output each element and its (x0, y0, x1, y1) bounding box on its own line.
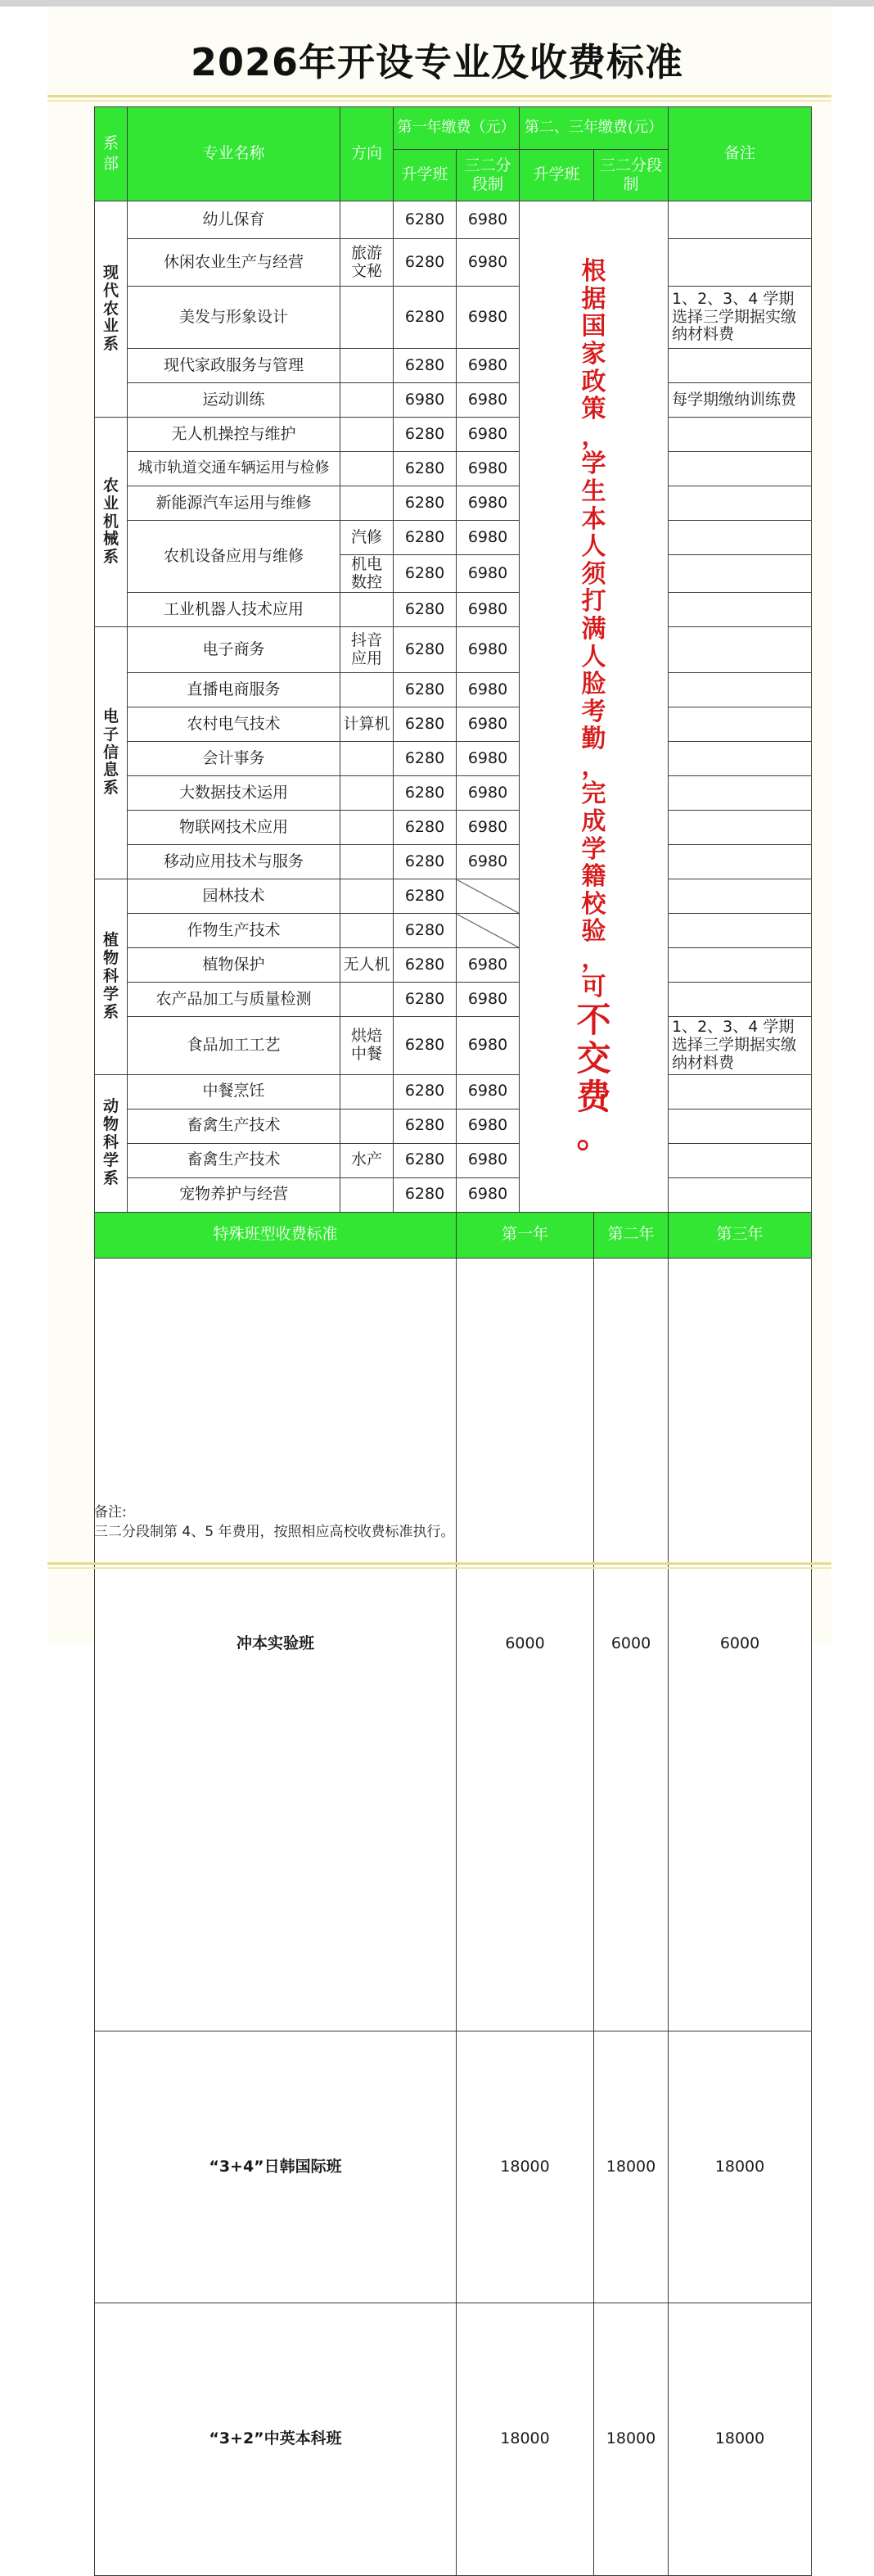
major-name: 休闲农业生产与经营 (128, 239, 340, 287)
remark-cell: 1、2、3、4 学期选择三学期据实缴纳材料费 (669, 287, 812, 349)
fee-shengxue: 6280 (394, 1074, 457, 1109)
remark-cell (669, 239, 812, 287)
fee-shengxue: 6280 (394, 948, 457, 983)
fee-shengxue: 6280 (394, 1109, 457, 1143)
remark-cell (669, 742, 812, 776)
direction-cell (340, 811, 394, 845)
direction-cell (340, 452, 394, 486)
header-year23: 第二、三年缴费(元） (520, 107, 669, 150)
fee-shengxue: 6980 (394, 383, 457, 418)
special-row (95, 2303, 812, 2576)
remark-cell (669, 1143, 812, 1177)
table-row (95, 1017, 812, 1075)
fee-shengxue: 6280 (394, 287, 457, 349)
major-name: 畜禽生产技术 (128, 1109, 340, 1143)
special-class-name: “3+4”日韩国际班 (95, 2031, 457, 2303)
special-fee-y1: 18000 (457, 2303, 594, 2576)
department-name: 农 业 机 械 系 (102, 476, 119, 567)
fee-sanfen: 6980 (457, 383, 520, 418)
direction-cell (340, 1109, 394, 1143)
remark-cell (669, 593, 812, 627)
direction-cell (340, 201, 394, 239)
table-row (95, 1177, 812, 1212)
fee-sanfen: 6980 (457, 707, 520, 742)
fee-sanfen: 6980 (457, 1109, 520, 1143)
fee-shengxue: 6280 (394, 776, 457, 811)
policy-notice (520, 201, 669, 1213)
fee-sanfen: 6980 (457, 845, 520, 879)
gold-rule-top (47, 95, 831, 97)
fee-shengxue: 6280 (394, 239, 457, 287)
fee-table (94, 106, 812, 2576)
header-y23-sanfen: 三二分段制 (594, 150, 669, 201)
direction-cell (340, 418, 394, 452)
major-name: 工业机器人技术应用 (128, 593, 340, 627)
fee-shengxue: 6280 (394, 349, 457, 383)
special-class-name: “3+2”中英本科班 (95, 2303, 457, 2576)
fee-shengxue: 6280 (394, 1177, 457, 1212)
department-name: 动 物 科 学 系 (102, 1097, 119, 1187)
fee-sanfen: 6980 (457, 948, 520, 983)
department-name: 现 代 农 业 系 (102, 263, 119, 354)
major-name: 园林技术 (128, 879, 340, 914)
special-header-y3: 第三年 (669, 1212, 812, 1258)
major-name: 电子商务 (128, 627, 340, 673)
table-row (95, 776, 812, 811)
special-header-row (95, 1212, 812, 1258)
remark-cell (669, 811, 812, 845)
fee-shengxue: 6280 (394, 201, 457, 239)
fee-sanfen-empty (457, 914, 520, 948)
gold-rule-top-thin (47, 100, 831, 102)
major-name: 作物生产技术 (128, 914, 340, 948)
header-dept-text: 系 部 (102, 134, 119, 173)
remark-cell (669, 914, 812, 948)
table-row (95, 845, 812, 879)
special-fee-y3: 18000 (669, 2031, 812, 2303)
fee-sanfen: 6980 (457, 555, 520, 593)
major-rows (95, 201, 812, 1213)
direction-cell: 汽修 (340, 521, 394, 555)
major-name: 美发与形象设计 (128, 287, 340, 349)
department-cell (95, 1074, 128, 1212)
remark-cell (669, 1109, 812, 1143)
top-bar (0, 0, 874, 7)
fee-sanfen: 6980 (457, 983, 520, 1017)
table-row (95, 418, 812, 452)
fee-shengxue: 6280 (394, 983, 457, 1017)
major-name: 畜禽生产技术 (128, 1143, 340, 1177)
remark-cell (669, 555, 812, 593)
fee-shengxue: 6280 (394, 452, 457, 486)
fee-shengxue: 6280 (394, 879, 457, 914)
table-row (95, 983, 812, 1017)
remark-cell (669, 845, 812, 879)
fee-shengxue: 6280 (394, 845, 457, 879)
table-row (95, 593, 812, 627)
department-cell (95, 627, 128, 879)
major-name: 宠物养护与经营 (128, 1177, 340, 1212)
remark-cell (669, 707, 812, 742)
major-name: 农产品加工与质量检测 (128, 983, 340, 1017)
department-name: 电 子 信 息 系 (102, 707, 119, 798)
table-row (95, 811, 812, 845)
major-name: 物联网技术应用 (128, 811, 340, 845)
fee-sanfen: 6980 (457, 287, 520, 349)
table-row (95, 742, 812, 776)
major-name: 大数据技术运用 (128, 776, 340, 811)
major-name: 新能源汽车运用与维修 (128, 486, 340, 521)
fee-shengxue: 6280 (394, 593, 457, 627)
table-row (95, 383, 812, 418)
remark-cell (669, 776, 812, 811)
fee-sanfen-empty (457, 879, 520, 914)
fee-sanfen: 6980 (457, 418, 520, 452)
fee-sanfen: 6980 (457, 239, 520, 287)
special-rows (95, 1258, 812, 2576)
fee-sanfen: 6980 (457, 486, 520, 521)
header-direction: 方向 (340, 107, 394, 201)
direction-cell (340, 383, 394, 418)
fee-sanfen: 6980 (457, 776, 520, 811)
table-row (95, 707, 812, 742)
table-row (95, 879, 812, 914)
remark-cell (669, 673, 812, 707)
fee-sanfen: 6980 (457, 593, 520, 627)
major-name: 中餐烹饪 (128, 1074, 340, 1109)
fee-sanfen: 6980 (457, 673, 520, 707)
table-row (95, 452, 812, 486)
remark-cell (669, 418, 812, 452)
fee-shengxue: 6280 (394, 627, 457, 673)
table-row (95, 486, 812, 521)
fee-shengxue: 6280 (394, 1143, 457, 1177)
direction-cell: 机电数控 (340, 555, 394, 593)
major-name: 食品加工工艺 (128, 1017, 340, 1075)
special-fee-y1: 18000 (457, 2031, 594, 2303)
table-row (95, 201, 812, 239)
direction-cell: 烘焙中餐 (340, 1017, 394, 1075)
major-name: 农村电气技术 (128, 707, 340, 742)
major-name: 运动训练 (128, 383, 340, 418)
direction-cell (340, 1177, 394, 1212)
fee-sanfen: 6980 (457, 811, 520, 845)
fee-shengxue: 6280 (394, 1017, 457, 1075)
header-major: 专业名称 (128, 107, 340, 201)
special-header-y1: 第一年 (457, 1212, 594, 1258)
remark-cell (669, 948, 812, 983)
header-row-1 (95, 107, 812, 150)
table-row (95, 1143, 812, 1177)
direction-cell (340, 349, 394, 383)
table-row (95, 1074, 812, 1109)
footnote-text: 三二分段制第 4、5 年费用，按照相应高校收费标准执行。 (94, 1523, 455, 1540)
remark-cell (669, 983, 812, 1017)
fee-shengxue: 6280 (394, 914, 457, 948)
fee-sanfen: 6980 (457, 1143, 520, 1177)
direction-cell (340, 983, 394, 1017)
department-cell (95, 201, 128, 418)
direction-cell (340, 776, 394, 811)
fee-shengxue: 6280 (394, 486, 457, 521)
header-y1-sanfen: 三二分段制 (457, 150, 520, 201)
remark-cell (669, 349, 812, 383)
fee-sanfen: 6980 (457, 349, 520, 383)
header-year1: 第一年缴费（元） (394, 107, 520, 150)
header-remark: 备注 (669, 107, 812, 201)
direction-cell: 计算机 (340, 707, 394, 742)
major-name: 城市轨道交通车辆运用与检修 (128, 452, 340, 486)
footnote-label: 备注: (94, 1504, 127, 1521)
table-row (95, 287, 812, 349)
special-class-name: 冲本实验班 (95, 1258, 457, 2031)
special-header: 特殊班型收费标准 (95, 1212, 457, 1258)
department-cell (95, 879, 128, 1075)
major-name: 直播电商服务 (128, 673, 340, 707)
major-name: 植物保护 (128, 948, 340, 983)
fee-sanfen: 6980 (457, 742, 520, 776)
direction-cell (340, 593, 394, 627)
direction-cell (340, 673, 394, 707)
table-row (95, 239, 812, 287)
direction-cell (340, 742, 394, 776)
fee-sanfen: 6980 (457, 452, 520, 486)
header-dept (95, 107, 128, 201)
fee-sanfen: 6980 (457, 201, 520, 239)
table-row (95, 914, 812, 948)
major-name: 幼儿保育 (128, 201, 340, 239)
policy-text (520, 258, 668, 1155)
department-name: 植 物 科 学 系 (102, 931, 119, 1021)
special-row (95, 1258, 812, 2031)
direction-cell (340, 287, 394, 349)
fee-sanfen: 6980 (457, 1177, 520, 1212)
fee-shengxue: 6280 (394, 673, 457, 707)
table-row (95, 673, 812, 707)
remark-cell (669, 452, 812, 486)
header-y1-shengxue: 升学班 (394, 150, 457, 201)
major-name: 现代家政服务与管理 (128, 349, 340, 383)
table-row (95, 627, 812, 673)
gold-rule-bottom (47, 1562, 831, 1565)
direction-cell: 无人机 (340, 948, 394, 983)
fee-shengxue: 6280 (394, 555, 457, 593)
table-row (95, 521, 812, 555)
direction-cell: 水产 (340, 1143, 394, 1177)
major-name: 会计事务 (128, 742, 340, 776)
special-fee-y1: 6000 (457, 1258, 594, 2031)
fee-sanfen: 6980 (457, 1074, 520, 1109)
remark-cell (669, 1074, 812, 1109)
fee-sanfen: 6980 (457, 627, 520, 673)
special-fee-y2: 18000 (594, 2303, 669, 2576)
remark-cell (669, 201, 812, 239)
fee-shengxue: 6280 (394, 811, 457, 845)
direction-cell (340, 1074, 394, 1109)
major-name: 移动应用技术与服务 (128, 845, 340, 879)
remark-cell: 1、2、3、4 学期选择三学期据实缴纳材料费 (669, 1017, 812, 1075)
direction-cell: 旅游文秘 (340, 239, 394, 287)
special-row (95, 2031, 812, 2303)
remark-cell (669, 879, 812, 914)
remark-cell (669, 521, 812, 555)
special-header-y2: 第二年 (594, 1212, 669, 1258)
fee-shengxue: 6280 (394, 521, 457, 555)
special-fee-y3: 18000 (669, 2303, 812, 2576)
fee-shengxue: 6280 (394, 742, 457, 776)
remark-cell: 每学期缴纳训练费 (669, 383, 812, 418)
policy-text-part1: 根 据 国 家 政 策 ， 学 生 本 人 须 打 满 人 脸 考 勤 ， 完 成 学 籍 校 验 ， 可 (581, 257, 606, 1001)
fee-sanfen: 6980 (457, 521, 520, 555)
special-fee-y2: 6000 (594, 1258, 669, 2031)
gold-rule-bottom-thin (47, 1567, 831, 1569)
special-fee-y2: 18000 (594, 2031, 669, 2303)
table-row (95, 1109, 812, 1143)
special-fee-y3: 6000 (669, 1258, 812, 2031)
fee-shengxue: 6280 (394, 707, 457, 742)
fee-sanfen: 6980 (457, 1017, 520, 1075)
remark-cell (669, 627, 812, 673)
footnote (94, 1503, 454, 1543)
policy-text-part2: 不 交 费 。 (576, 1000, 611, 1156)
direction-cell (340, 486, 394, 521)
header-y23-shengxue: 升学班 (520, 150, 594, 201)
remark-cell (669, 486, 812, 521)
page-title: 2026年开设专业及收费标准 (190, 40, 684, 84)
table-row (95, 349, 812, 383)
fee-shengxue: 6280 (394, 418, 457, 452)
direction-cell: 抖音应用 (340, 627, 394, 673)
major-name: 农机设备应用与维修 (128, 521, 340, 593)
direction-cell (340, 879, 394, 914)
direction-cell (340, 914, 394, 948)
table-row (95, 948, 812, 983)
department-cell (95, 418, 128, 627)
remark-cell (669, 1177, 812, 1212)
direction-cell (340, 845, 394, 879)
major-name: 无人机操控与维护 (128, 418, 340, 452)
